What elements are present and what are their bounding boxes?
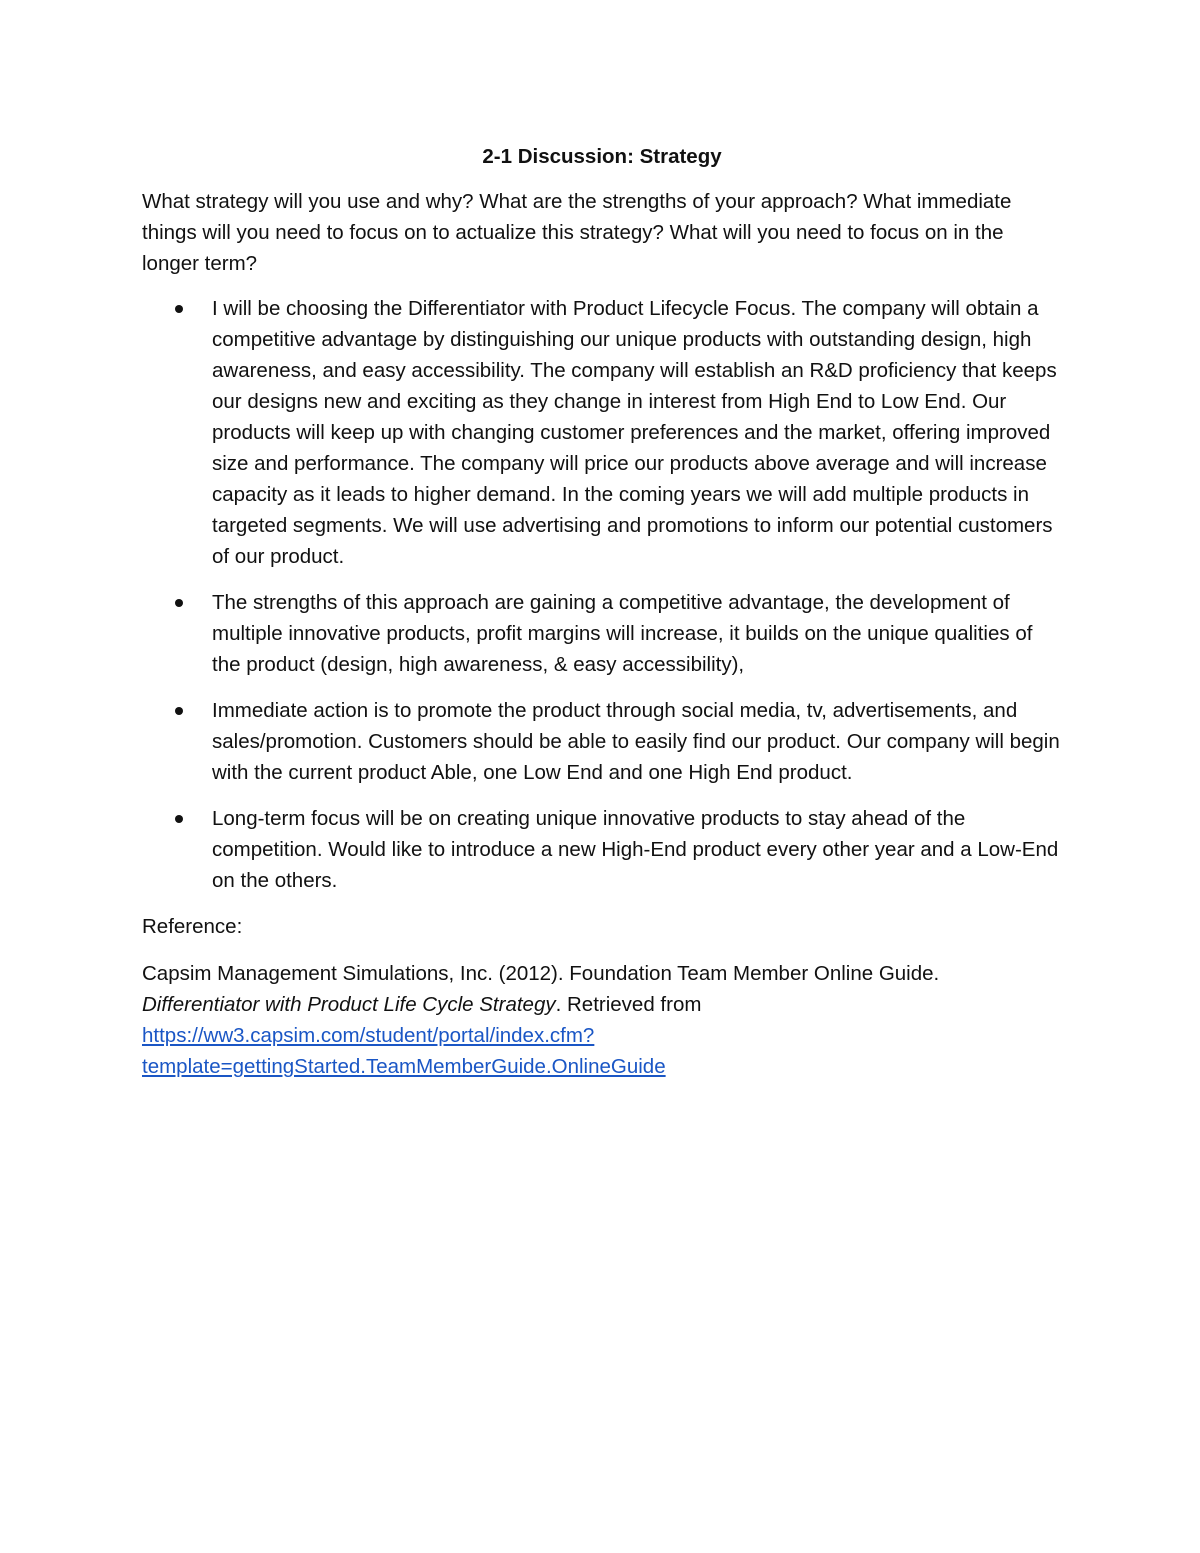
bullet-text: The strengths of this approach are gaining a competitive advantage, the development of multiple innovative products, profit margins will increase, it builds on the unique qualities of the product (design, high awareness, & easy accessibility), <box>212 591 1033 676</box>
document-title: 2-1 Discussion: Strategy <box>482 145 722 168</box>
bullet-dot-icon <box>175 707 183 715</box>
reference-citation <box>142 958 1062 1082</box>
bullet-item-long-term <box>142 803 1062 896</box>
bullet-dot-icon <box>175 815 183 823</box>
citation-author: Capsim Management Simulations, Inc. (2012). Foundation Team Member Online Guide. <box>142 962 940 985</box>
reference-heading: Reference: <box>142 915 243 938</box>
bullet-item-strengths <box>142 587 1062 680</box>
bullet-text: I will be choosing the Differentiator with Product Lifecycle Focus. The company will obtain a competitive advantage by distinguishing our unique products with outstanding design, high awareness, and easy accessibility. The company will establish an R&D proficiency that keeps our designs new and exciting as they change in interest from High End to Low End. Our products will keep up with changing customer preferences and the market, offering improved size and performance. The company will price our products above average and will increase capacity as it leads to higher demand. In the coming years we will add multiple products in targeted segments. We will use advertising and promotions to inform our potential customers of our product. <box>212 297 1057 568</box>
bullet-item-immediate-action <box>142 695 1062 788</box>
citation-source-title: Differentiator with Product Life Cycle Strategy <box>142 993 556 1016</box>
discussion-prompt: What strategy will you use and why? What are the strengths of your approach? What immediate things will you need to focus on to actualize this strategy? What will you need to focus on in the longer term? <box>142 190 1012 275</box>
citation-retrieved: . Retrieved from <box>555 993 702 1016</box>
citation-link[interactable]: https://ww3.capsim.com/student/portal/index.cfm?template=gettingStarted.TeamMemberGuide.OnlineGuide <box>142 1024 666 1078</box>
response-bullet-list <box>142 293 1062 896</box>
document-body <box>142 141 1062 1082</box>
bullet-item-strategy <box>142 293 1062 572</box>
bullet-text: Immediate action is to promote the product through social media, tv, advertisements, and sales/promotion. Customers should be able to easily find our product. Our company will begin with the current product Able, one Low End and one High End product. <box>212 699 1060 784</box>
bullet-dot-icon <box>175 305 183 313</box>
bullet-text: Long-term focus will be on creating unique innovative products to stay ahead of the competition. Would like to introduce a new High-End product every other year and a Low-End on the others. <box>212 807 1059 892</box>
bullet-dot-icon <box>175 599 183 607</box>
